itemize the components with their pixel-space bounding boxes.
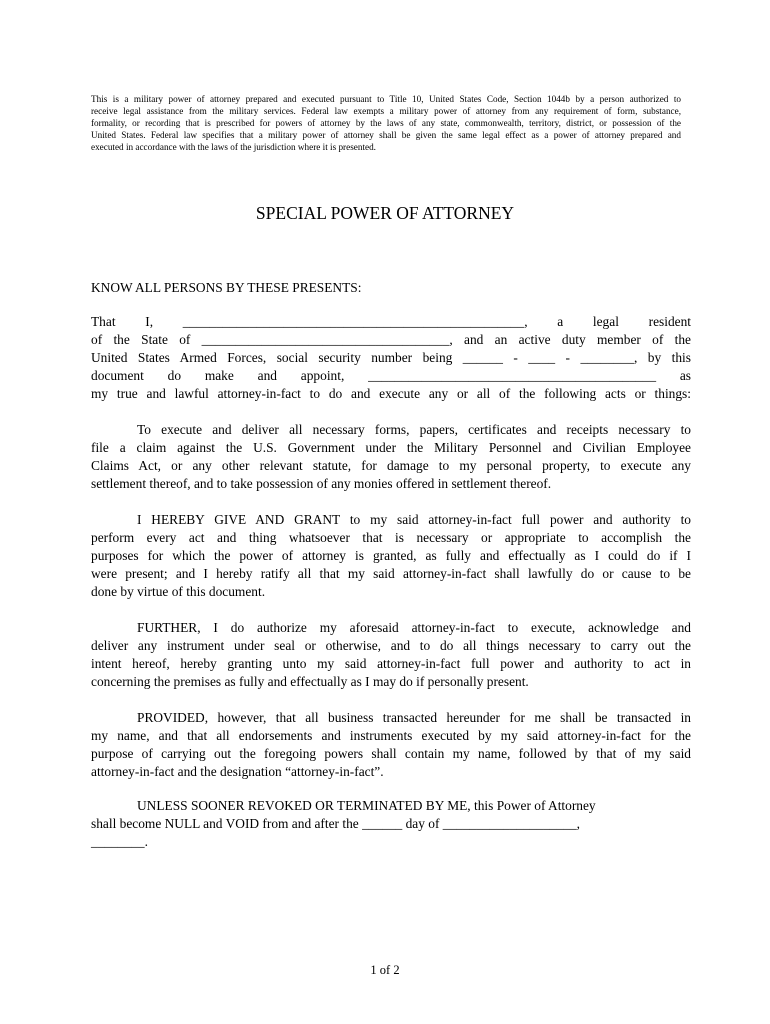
page-number: 1 of 2 bbox=[370, 963, 400, 977]
paragraph-line: UNLESS SOONER REVOKED OR TERMINATED BY ME, this Power of Attorney bbox=[137, 798, 596, 813]
paragraph-line: of the State of _____________________________________, and an active duty member of the bbox=[91, 332, 691, 347]
preamble-line: formality, or recording that is prescribed for powers of attorney by the laws of any state, commonwealth, territory, district, or possession of the bbox=[91, 118, 681, 128]
paragraph-line: I HEREBY GIVE AND GRANT to my said attorney-in-fact full power and authority to bbox=[137, 512, 691, 527]
paragraph-further bbox=[91, 619, 691, 691]
paragraph-line: settlement thereof, and to take possession of any monies offered in settlement thereof. bbox=[91, 476, 552, 491]
legal-preamble bbox=[91, 93, 681, 153]
paragraph-line: FURTHER, I do authorize my aforesaid attorney-in-fact to execute, acknowledge and bbox=[137, 620, 691, 635]
preamble-line: United States. Federal law specifies that a military power of attorney shall be given the same legal effect as a power of attorney prepared and bbox=[91, 130, 681, 140]
preamble-line: This is a military power of attorney prepared and executed pursuant to Title 10, United States Code, Section 1044b by a person authorized to bbox=[91, 94, 681, 104]
paragraph-provided bbox=[91, 709, 691, 781]
know-all-text: KNOW ALL PERSONS BY THESE PRESENTS: bbox=[91, 280, 362, 295]
paragraph-line: That I, ___________________________________________________, a legal resident bbox=[91, 314, 691, 329]
paragraph-unless-revoked bbox=[91, 797, 691, 851]
know-all-heading bbox=[91, 279, 691, 297]
paragraph-line: To execute and deliver all necessary forms, papers, certificates and receipts necessary to bbox=[137, 422, 691, 437]
paragraph-line: shall become NULL and VOID from and after the ______ day of ____________________, bbox=[91, 816, 581, 831]
paragraph-line: document do make and appoint, ___________________________________________ as bbox=[91, 368, 691, 383]
paragraph-line: my true and lawful attorney-in-fact to do and execute any or all of the following acts or things: bbox=[91, 386, 691, 401]
document-title: SPECIAL POWER OF ATTORNEY bbox=[255, 203, 515, 223]
preamble-line: executed in accordance with the laws of the jurisdiction where it is presented. bbox=[91, 142, 376, 152]
paragraph-line: Claims Act, or any other relevant statute, for damage to my personal property, to execute any bbox=[91, 458, 691, 473]
paragraph-line: done by virtue of this document. bbox=[91, 584, 266, 599]
paragraph-line: were present; and I hereby ratify all that my said attorney-in-fact shall lawfully do or cause to be bbox=[91, 566, 691, 581]
preamble-line: receive legal assistance from the military services. Federal law exempts a military power of attorney from any requirement of form, substance, bbox=[91, 106, 681, 116]
paragraph-line: attorney-in-fact and the designation “attorney-in-fact”. bbox=[91, 764, 384, 779]
paragraph-line: PROVIDED, however, that all business transacted hereunder for me shall be transacted in bbox=[137, 710, 691, 725]
paragraph-hereby-grant bbox=[91, 511, 691, 601]
paragraph-appointment bbox=[91, 313, 691, 403]
paragraph-line: file a claim against the U.S. Government under the Military Personnel and Civilian Employee bbox=[91, 440, 691, 455]
paragraph-line: intent hereof, hereby granting unto my said attorney-in-fact full power and authority to act in bbox=[91, 656, 691, 671]
paragraph-line: concerning the premises as fully and effectually as I may do if personally present. bbox=[91, 674, 529, 689]
paragraph-line: my name, and that all endorsements and instruments executed by my said attorney-in-fact for the bbox=[91, 728, 691, 743]
paragraph-execute bbox=[91, 421, 691, 493]
paragraph-line: deliver any instrument under seal or otherwise, and to do all things necessary to carry out the bbox=[91, 638, 691, 653]
paragraph-line: ________. bbox=[91, 834, 148, 849]
paragraph-line: purposes for which the power of attorney is granted, as fully and effectually as I could do if I bbox=[91, 548, 691, 563]
paragraph-line: perform every act and thing whatsoever that is necessary or appropriate to accomplish the bbox=[91, 530, 691, 545]
paragraph-line: purpose of carrying out the foregoing powers shall contain my name, followed by that of my said bbox=[91, 746, 691, 761]
paragraph-line: United States Armed Forces, social security number being ______ - ____ - ________, by this bbox=[91, 350, 691, 365]
